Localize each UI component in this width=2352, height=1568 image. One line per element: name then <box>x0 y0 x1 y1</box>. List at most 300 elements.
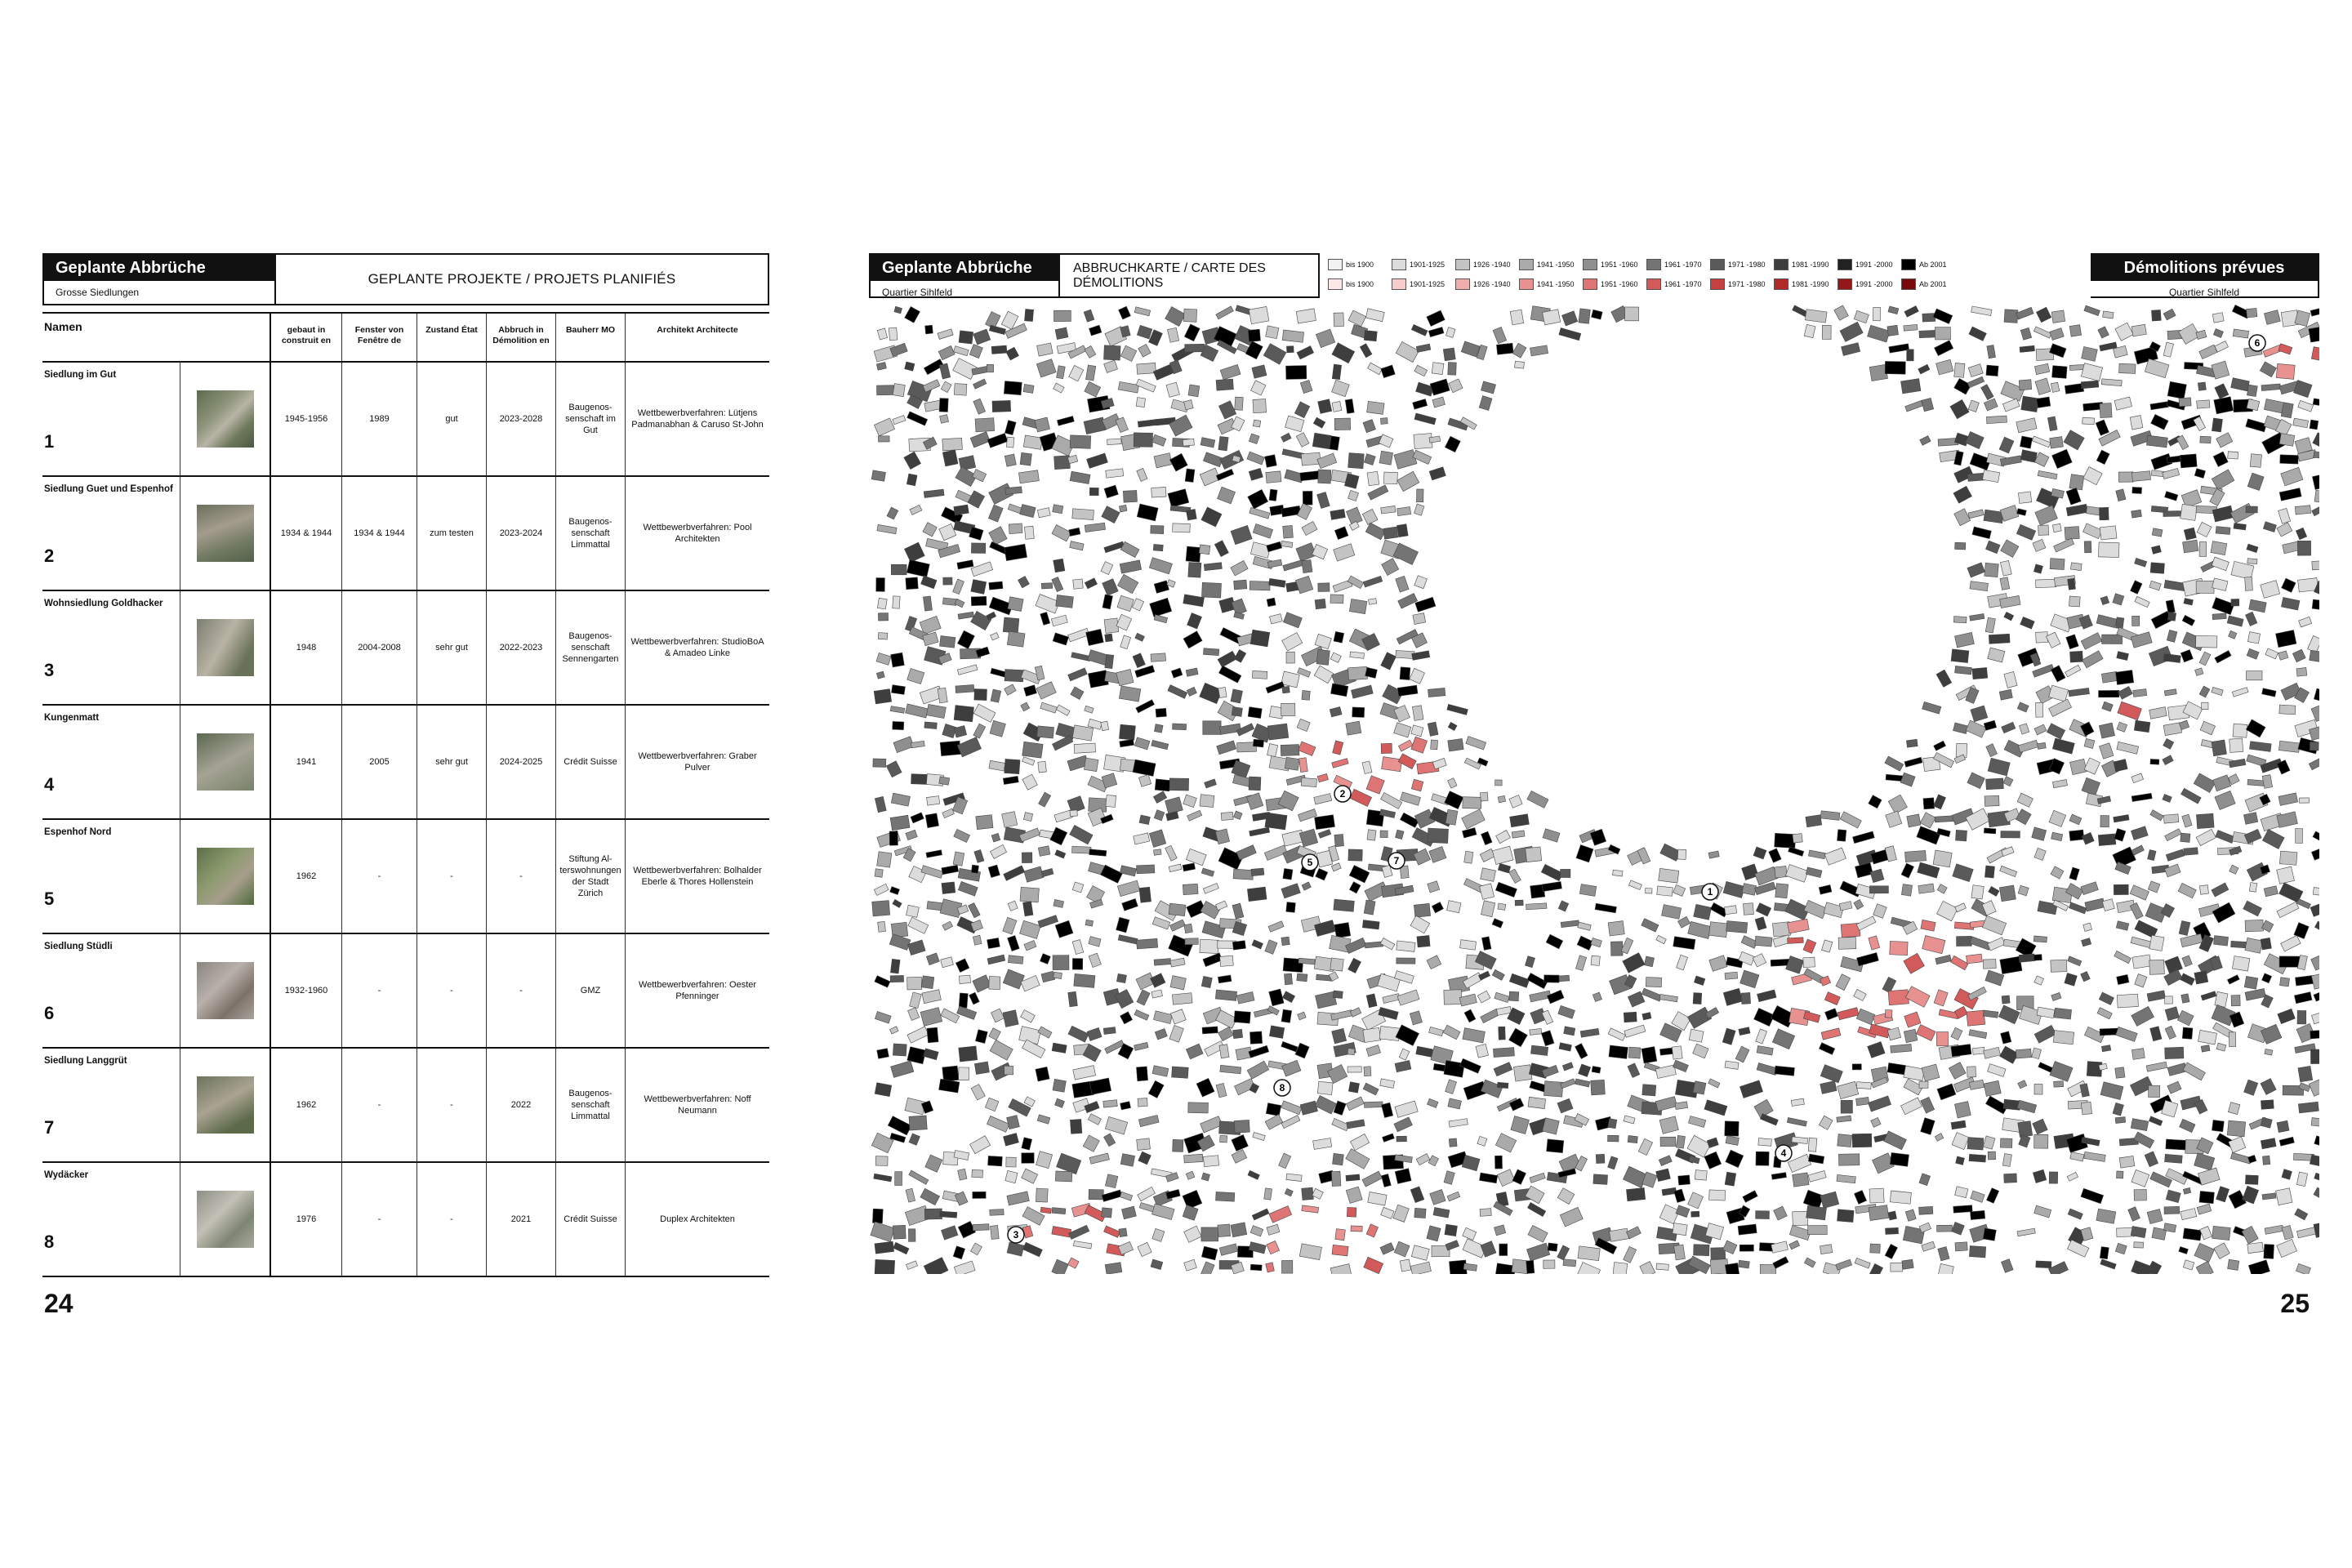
building <box>1118 935 1138 944</box>
building <box>1281 1041 1298 1052</box>
building <box>2163 755 2173 765</box>
building <box>1966 720 1986 737</box>
building <box>2152 528 2163 537</box>
building <box>2148 881 2160 893</box>
building <box>1367 830 1376 840</box>
building <box>2001 831 2020 838</box>
building <box>1515 361 1525 368</box>
building <box>1332 380 1350 396</box>
building <box>1253 1132 1265 1140</box>
building <box>2216 830 2234 843</box>
building <box>1428 722 1438 736</box>
building <box>939 1211 956 1218</box>
table-row <box>42 591 769 706</box>
building <box>1084 758 1098 772</box>
building <box>2314 490 2319 504</box>
building <box>1149 558 1172 574</box>
project-number: 2 <box>44 546 55 566</box>
building <box>2018 1121 2033 1138</box>
building <box>1052 735 1073 750</box>
building <box>1133 760 1156 776</box>
building <box>1250 630 1270 647</box>
building <box>970 1136 991 1154</box>
building <box>2099 690 2119 697</box>
building <box>2019 954 2034 962</box>
building <box>1302 882 1311 890</box>
building <box>1250 827 1270 836</box>
building <box>1282 449 1304 459</box>
building <box>1221 812 1233 820</box>
building <box>1332 759 1348 768</box>
building <box>1003 917 1017 934</box>
building <box>1246 793 1263 810</box>
building <box>1169 453 1187 471</box>
building <box>2265 648 2278 659</box>
building <box>1281 1260 1292 1273</box>
building <box>2261 1100 2274 1110</box>
building <box>973 724 986 738</box>
building <box>1988 1152 1995 1160</box>
building <box>1050 827 1067 845</box>
building <box>1396 941 1415 951</box>
building <box>909 1170 929 1184</box>
building <box>1249 1045 1269 1058</box>
building <box>1499 1244 1508 1255</box>
building <box>2065 973 2078 986</box>
building <box>1820 1245 1832 1254</box>
building <box>1772 1029 1794 1049</box>
building <box>1216 1083 1227 1098</box>
building <box>1638 1138 1652 1155</box>
building <box>1007 1116 1020 1129</box>
building <box>1967 563 1985 577</box>
building <box>893 384 905 397</box>
building <box>2135 920 2158 938</box>
building <box>1578 922 1592 930</box>
building <box>2100 743 2114 759</box>
building <box>1250 581 1270 590</box>
building <box>1248 1170 1259 1179</box>
building <box>1183 1190 1202 1209</box>
cell-windows: 2004-2008 <box>341 591 416 704</box>
building <box>2098 834 2116 846</box>
building <box>925 325 933 334</box>
building <box>2018 885 2029 896</box>
building <box>1803 1190 1824 1209</box>
building <box>1395 1061 1411 1072</box>
building <box>1575 1079 1589 1087</box>
building <box>973 704 996 722</box>
building <box>971 543 985 554</box>
building <box>1200 438 1215 448</box>
building <box>1869 1263 1883 1274</box>
building <box>1218 436 1228 450</box>
cell-built: 1941 <box>270 706 341 818</box>
building <box>1530 1173 1545 1183</box>
building <box>1298 742 1316 756</box>
building <box>973 379 987 389</box>
building <box>2166 1139 2186 1150</box>
building <box>2196 1261 2213 1274</box>
building <box>1988 648 2005 662</box>
building <box>1461 341 1480 357</box>
legend-swatch <box>1392 259 1406 270</box>
legend-item <box>1519 278 1583 290</box>
building <box>2200 721 2215 735</box>
building <box>876 578 885 592</box>
legend-item <box>1774 278 1838 290</box>
building <box>2069 474 2084 490</box>
building <box>1920 436 1931 446</box>
building <box>1057 366 1066 379</box>
building <box>1281 433 1291 442</box>
building <box>1116 973 1126 982</box>
building <box>1659 1205 1679 1224</box>
page-number-right: 25 <box>2280 1289 2310 1318</box>
building <box>1950 399 1969 418</box>
building <box>1365 942 1383 948</box>
building <box>2310 1030 2319 1039</box>
building <box>1204 563 1222 571</box>
building <box>2145 1152 2158 1167</box>
building <box>942 1066 959 1081</box>
building <box>1250 1031 1262 1044</box>
building <box>2135 596 2149 607</box>
building <box>1400 667 1410 680</box>
building <box>1901 863 1913 878</box>
row-image-cell <box>180 820 270 933</box>
building <box>2135 558 2147 567</box>
right-page-header <box>869 253 2319 298</box>
building <box>987 434 1008 448</box>
building <box>2261 1117 2272 1128</box>
building <box>1349 599 1367 613</box>
building <box>2101 671 2118 683</box>
building <box>1152 434 1166 446</box>
building <box>940 415 949 424</box>
building <box>942 921 953 930</box>
building <box>1150 598 1172 617</box>
aerial-photo-thumbnail <box>197 962 254 1019</box>
building <box>2298 1066 2313 1081</box>
table-body <box>42 363 769 1277</box>
building <box>1040 702 1058 713</box>
building <box>2163 309 2176 320</box>
building <box>1885 1010 1892 1018</box>
building <box>1819 884 1832 894</box>
building <box>1855 1258 1870 1268</box>
building <box>2115 617 2123 629</box>
building <box>1298 1012 1307 1020</box>
building <box>2115 670 2133 685</box>
building <box>1852 1134 1872 1147</box>
building <box>1285 1188 1293 1196</box>
building <box>1820 1065 1842 1083</box>
building <box>1363 420 1375 433</box>
building <box>1986 416 2007 424</box>
building <box>1249 434 1259 444</box>
building <box>1317 773 1328 782</box>
building <box>991 668 1007 677</box>
building <box>1365 309 1384 322</box>
building <box>970 1243 982 1255</box>
cell-state: sehr gut <box>416 706 486 818</box>
building <box>1067 1258 1079 1268</box>
building <box>1165 845 1178 861</box>
building <box>2216 1043 2226 1051</box>
building <box>1493 1048 1514 1058</box>
building <box>878 633 888 640</box>
building <box>1954 363 1965 378</box>
building <box>2000 1046 2019 1063</box>
building <box>1346 721 1361 735</box>
building <box>1183 795 1197 808</box>
building <box>2051 960 2067 972</box>
building <box>876 653 891 665</box>
row-name-cell <box>42 363 180 475</box>
building <box>904 452 921 469</box>
building <box>1492 919 1503 929</box>
building <box>1445 436 1460 452</box>
building <box>1557 1098 1573 1113</box>
building <box>1153 544 1163 550</box>
building <box>1659 994 1677 1001</box>
table-row <box>42 1049 769 1163</box>
building <box>2279 1137 2294 1146</box>
legend-label: 1971 -1980 <box>1728 261 1766 269</box>
building <box>1856 1097 1869 1105</box>
building <box>2098 327 2109 338</box>
building <box>1187 687 1196 696</box>
building <box>872 901 890 916</box>
building <box>2132 845 2145 855</box>
building <box>2100 816 2109 827</box>
building <box>1793 1211 1808 1226</box>
building <box>2279 851 2297 865</box>
building <box>1825 1009 1838 1020</box>
legend-label: 1901-1925 <box>1410 280 1446 288</box>
building <box>1726 921 1748 933</box>
building <box>2096 450 2109 465</box>
building <box>973 1192 986 1198</box>
building <box>1869 886 1888 893</box>
building <box>1621 938 1633 954</box>
building <box>1004 381 1022 395</box>
building <box>2296 1172 2307 1186</box>
building <box>1822 325 1831 339</box>
legend-item <box>1838 259 1901 270</box>
building <box>1004 454 1016 466</box>
building <box>1955 903 1967 912</box>
building <box>1022 1138 1032 1150</box>
building <box>2277 866 2295 884</box>
row-name-cell <box>42 477 180 590</box>
building <box>2165 829 2181 841</box>
building <box>1154 453 1172 468</box>
cell-built: 1934 & 1944 <box>270 477 341 590</box>
building <box>1315 815 1335 830</box>
building <box>2081 1102 2091 1115</box>
building <box>1008 597 1023 612</box>
legend-swatch <box>1328 278 1343 290</box>
building <box>1592 1066 1601 1073</box>
building <box>1186 1171 1195 1179</box>
building <box>1968 364 1983 377</box>
building <box>1200 795 1214 808</box>
building <box>1755 936 1772 947</box>
cell-built: 1962 <box>270 820 341 933</box>
building <box>1410 1262 1431 1274</box>
building <box>2068 1209 2082 1219</box>
building <box>1218 401 1236 419</box>
building <box>1006 1157 1016 1167</box>
building <box>2019 380 2032 390</box>
building <box>1495 882 1517 897</box>
building <box>1966 432 1984 449</box>
cell-owner: Baugenos-senschaft Limmattal <box>555 477 625 590</box>
building <box>1089 937 1101 947</box>
building <box>1952 1222 1965 1235</box>
building <box>1722 1028 1735 1045</box>
building <box>1756 903 1771 916</box>
building <box>907 668 924 684</box>
building <box>1334 631 1344 643</box>
building <box>1755 882 1776 894</box>
building <box>1401 792 1421 805</box>
building <box>904 542 924 562</box>
cell-windows: - <box>341 934 416 1047</box>
right-header-title-fr: Démolitions prévues <box>2091 255 2318 281</box>
building <box>1856 1082 1871 1089</box>
building <box>1659 1116 1678 1134</box>
building <box>1808 850 1825 859</box>
building <box>2016 307 2034 319</box>
building <box>1302 691 1310 701</box>
building <box>1382 757 1402 772</box>
building <box>1544 1081 1563 1097</box>
building <box>2033 1169 2046 1183</box>
building <box>1283 612 1302 628</box>
building <box>1089 953 1101 967</box>
map-legend <box>1320 253 2091 298</box>
building <box>2261 938 2271 950</box>
building <box>1331 863 1341 871</box>
building <box>2163 738 2174 749</box>
building <box>1168 489 1189 507</box>
building <box>1282 686 1290 693</box>
building <box>1381 793 1402 809</box>
right-title-block-fr <box>2091 253 2319 298</box>
building <box>1596 1154 1605 1163</box>
building <box>1052 1043 1067 1053</box>
building <box>2230 738 2243 752</box>
building <box>1003 776 1018 784</box>
building <box>2147 1209 2163 1224</box>
building <box>2000 560 2011 576</box>
legend-label: 1951 -1960 <box>1601 261 1638 269</box>
building <box>1119 686 1140 702</box>
building <box>2163 511 2181 517</box>
building <box>1725 972 1738 979</box>
building <box>1591 1080 1606 1095</box>
building <box>1022 1242 1042 1257</box>
building <box>1073 1066 1096 1080</box>
building <box>968 491 985 508</box>
building <box>875 1259 895 1274</box>
building <box>1466 737 1486 750</box>
legend-item <box>1774 259 1838 270</box>
building <box>1447 704 1468 715</box>
building <box>2281 403 2293 418</box>
building <box>1397 471 1419 491</box>
building <box>2215 384 2229 399</box>
building <box>1393 1205 1410 1222</box>
building <box>2215 341 2229 353</box>
building <box>1052 1208 1066 1214</box>
building <box>1137 1138 1151 1151</box>
building <box>1984 866 1994 878</box>
building <box>2183 540 2198 553</box>
building <box>1218 1027 1234 1040</box>
building <box>2034 1205 2051 1218</box>
building <box>1655 1097 1677 1111</box>
building <box>1155 1028 1167 1040</box>
building <box>957 560 973 569</box>
building <box>1265 455 1277 467</box>
building <box>2085 898 2105 911</box>
building <box>923 523 937 537</box>
building <box>2034 724 2047 735</box>
building <box>1447 901 1461 913</box>
building <box>1314 794 1332 804</box>
building <box>906 577 918 590</box>
building <box>1070 825 1093 844</box>
building <box>1901 884 1912 897</box>
cell-owner: Crédit Suisse <box>555 1163 625 1276</box>
building <box>1969 327 1986 341</box>
building <box>1286 652 1294 663</box>
building <box>991 689 1001 702</box>
building <box>2016 524 2035 540</box>
building <box>1332 364 1341 380</box>
building <box>1199 545 1210 555</box>
building <box>1854 1190 1866 1204</box>
legend-swatch <box>1392 278 1406 290</box>
building <box>943 577 952 585</box>
building <box>1396 524 1408 537</box>
building <box>1608 1135 1619 1142</box>
building <box>2134 720 2150 733</box>
building <box>1366 1224 1378 1237</box>
left-header-subtitle: Grosse Siedlungen <box>56 287 140 298</box>
building <box>2131 826 2148 840</box>
building <box>989 581 1003 590</box>
building <box>2033 1119 2048 1134</box>
building <box>1656 1169 1671 1182</box>
building <box>1510 310 1523 325</box>
building <box>2310 650 2319 663</box>
building <box>1334 313 1343 327</box>
building <box>2245 938 2263 953</box>
building <box>939 363 950 379</box>
building <box>2180 973 2195 986</box>
building <box>1936 955 1952 964</box>
building <box>1184 324 1200 341</box>
building <box>2114 397 2132 410</box>
building <box>1628 880 1642 890</box>
building <box>1904 1029 1918 1042</box>
building <box>1297 346 1314 359</box>
